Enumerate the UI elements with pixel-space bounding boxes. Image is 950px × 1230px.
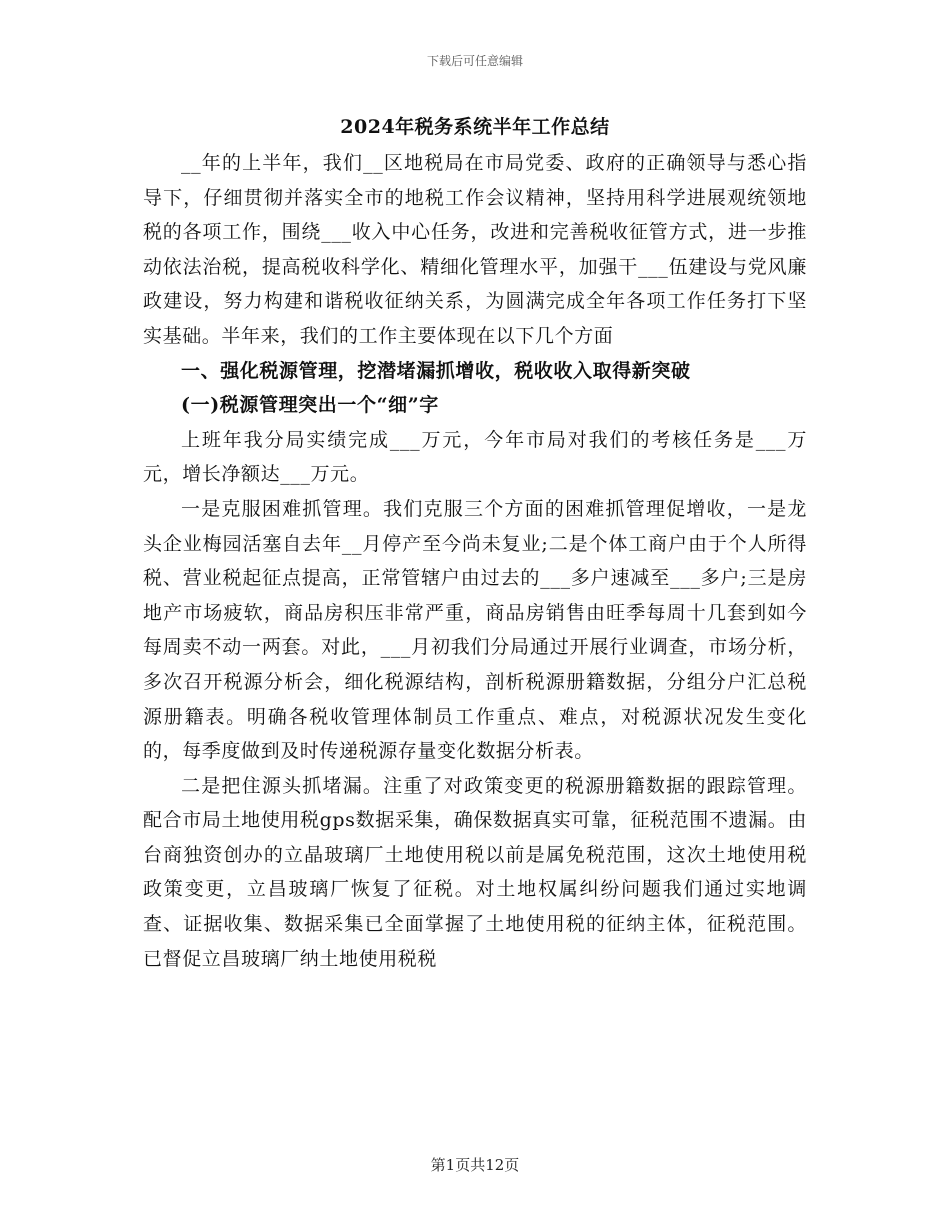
header-note: 下载后可任意编辑: [426, 54, 523, 68]
page-footer: 第1页共12页: [430, 1156, 520, 1174]
section-heading-1: 一、强化税源管理，挖潜堵漏抓增收，税收收入取得新突破: [181, 359, 691, 382]
paragraph-2: 一是克服困难抓管理。我们克服三个方面的困难抓管理促增收，一是龙头企业梅园活塞自去年__月停产至今尚未复业;二是个体工商户由于个人所得税、营业税起征点提高，正常管辖户由过去的___多户速减至___多户;三是房地产市场疲软，商品房积压非常严重，商品房销售由旺季每周十几套到如今每周卖不动一两套。对此，___月初我们分局通过开展行业调查，市场分析，多次召开税源分析会，细化税源结构，剖析税源册籍数据，分组分户汇总税源册籍表。明确各税收管理体制员工作重点、难点，对税源状况发生变化的，每季度做到及时传递税源存量变化数据分析表。: [143, 497, 807, 763]
intro-paragraph: __年的上半年，我们__区地税局在市局党委、政府的正确领导与悉心指导下，仔细贯彻并落实全市的地税工作会议精神，坚持用科学进展观统领地税的各项工作，围绕___收入中心任务，改进和完善税收征管方式，进一步推动依法治税，提高税收科学化、精细化管理水平，加强干___伍建设与党风廉政建设，努力构建和谐税收征纳关系，为圆满完成全年各项工作任务打下坚实基础。半年来，我们的工作主要体现在以下几个方面: [143, 152, 807, 347]
paragraph-1: 上班年我分局实绩完成___万元，今年市局对我们的考核任务是___万元，增长净额达___万元。: [143, 428, 807, 486]
section-heading-2: (一)税源管理突出一个“细”字: [181, 394, 439, 417]
document-body: [143, 112, 807, 976]
paragraph-3: 二是把住源头抓堵漏。注重了对政策变更的税源册籍数据的跟踪管理。配合市局土地使用税gps数据采集，确保数据真实可靠，征税范围不遗漏。由台商独资创办的立晶玻璃厂土地使用税以前是属免税范围，这次土地使用税政策变更，立昌玻璃厂恢复了征税。对土地权属纠纷问题我们通过实地调查、证据收集、数据采集已全面掌握了土地使用税的征纳主体，征税范围。已督促立昌玻璃厂纳土地使用税税: [143, 774, 807, 970]
document-title: 2024年税务系统半年工作总结: [340, 116, 610, 138]
